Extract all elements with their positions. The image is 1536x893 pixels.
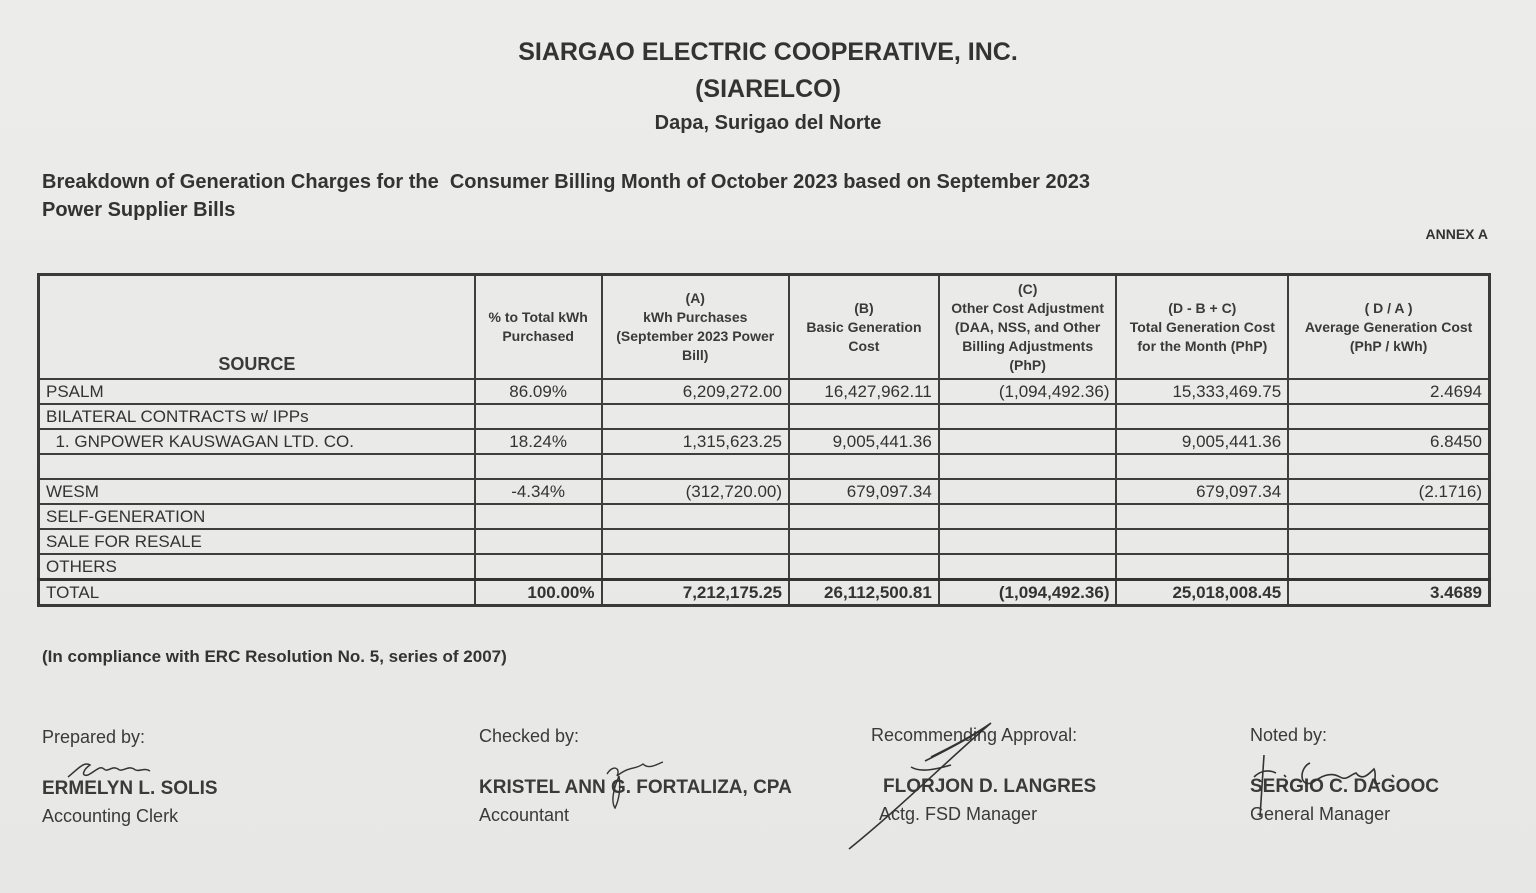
cell-kwh: [602, 504, 790, 529]
org-abbrev: (SIARELCO): [695, 75, 841, 103]
cell-pct: [475, 529, 602, 554]
cell-kwh: [602, 554, 790, 580]
col-header-other: (C) Other Cost Adjustment (DAA, NSS, and Other Billing Adjustments (PhP): [939, 275, 1117, 380]
cell-source: [39, 454, 475, 479]
cell-pct: 100.00%: [475, 580, 602, 606]
signature-icon: [1250, 747, 1420, 827]
cell-other: [939, 554, 1117, 580]
col-header-basic: (B) Basic Generation Cost: [789, 275, 939, 380]
cell-pct: [475, 454, 602, 479]
cell-pct: -4.34%: [475, 479, 602, 504]
cell-kwh: 1,315,623.25: [602, 429, 790, 454]
cell-kwh: [602, 454, 790, 479]
cell-basic: 26,112,500.81: [789, 580, 939, 606]
signatory-name: SERGIO C. DAGOOC: [1250, 776, 1439, 797]
table-row: [39, 479, 1490, 504]
cell-other: [939, 404, 1117, 429]
col-header-kwh: (A) kWh Purchases (September 2023 Power Bill): [602, 275, 790, 380]
signatory-name: FLORJON D. LANGRES: [883, 776, 1097, 797]
annex-label: ANNEX A: [1425, 226, 1488, 242]
cell-other: (1,094,492.36): [939, 580, 1117, 606]
table-row: [39, 379, 1490, 404]
cell-total: 15,333,469.75: [1116, 379, 1288, 404]
cell-avg: [1288, 454, 1489, 479]
signatory-name: ERMELYN L. SOLIS: [42, 778, 218, 799]
table-header-row: [39, 275, 1490, 380]
cell-kwh: [602, 404, 790, 429]
signatory-role: Checked by:: [479, 726, 580, 746]
cell-total: 679,097.34: [1116, 479, 1288, 504]
signatory-prepared-by: [42, 727, 218, 827]
cell-kwh: (312,720.00): [602, 479, 790, 504]
cell-other: [939, 454, 1117, 479]
cell-pct: 86.09%: [475, 379, 602, 404]
table-total-row: [39, 580, 1490, 606]
cell-total: 25,018,008.45: [1116, 580, 1288, 606]
cell-basic: [789, 504, 939, 529]
cell-avg: (2.1716): [1288, 479, 1489, 504]
signatory-position: Accounting Clerk: [42, 806, 179, 826]
subtitle-line-1: Breakdown of Generation Charges for the Consumer Billing Month of October 2023 based on September 2023: [42, 171, 1090, 193]
cell-basic: [789, 529, 939, 554]
cell-total: [1116, 454, 1288, 479]
cell-source: TOTAL: [39, 580, 475, 606]
signatory-role: Prepared by:: [42, 727, 146, 747]
cell-kwh: [602, 529, 790, 554]
cell-avg: [1288, 529, 1489, 554]
org-location: Dapa, Surigao del Norte: [654, 112, 882, 134]
subtitle-line-2: Power Supplier Bills: [42, 199, 236, 221]
signatory-name: KRISTEL ANN G. FORTALIZA, CPA: [479, 777, 792, 798]
table-row: [39, 554, 1490, 580]
cell-avg: [1288, 404, 1489, 429]
cell-total: 9,005,441.36: [1116, 429, 1288, 454]
cell-other: [939, 504, 1117, 529]
cell-basic: 679,097.34: [789, 479, 939, 504]
col-header-pct: % to Total kWh Purchased: [475, 275, 602, 380]
table-row: [39, 404, 1490, 429]
generation-charges-table: [37, 273, 1491, 607]
cell-pct: [475, 504, 602, 529]
table-row: [39, 429, 1490, 454]
table-row: [39, 529, 1490, 554]
col-header-total: (D - B + C) Total Generation Cost for the Month (PhP): [1116, 275, 1288, 380]
document-subtitle: [42, 168, 1090, 224]
org-name: SIARGAO ELECTRIC COOPERATIVE, INC.: [518, 38, 1018, 66]
cell-other: [939, 479, 1117, 504]
cell-source: WESM: [39, 479, 475, 504]
cell-source: SALE FOR RESALE: [39, 529, 475, 554]
cell-source: BILATERAL CONTRACTS w/ IPPs: [39, 404, 475, 429]
cell-source: OTHERS: [39, 554, 475, 580]
signatory-recommending-approval: [871, 725, 1096, 825]
cell-other: (1,094,492.36): [939, 379, 1117, 404]
cell-basic: 16,427,962.11: [789, 379, 939, 404]
cell-basic: [789, 554, 939, 580]
col-header-avg: ( D / A ) Average Generation Cost (PhP / kWh): [1288, 275, 1489, 380]
cell-pct: [475, 404, 602, 429]
cell-total: [1116, 404, 1288, 429]
signature-icon: [841, 717, 1031, 857]
cell-pct: [475, 554, 602, 580]
signature-icon: [599, 756, 679, 816]
table-row: [39, 504, 1490, 529]
cell-total: [1116, 529, 1288, 554]
cell-other: [939, 529, 1117, 554]
cell-basic: [789, 404, 939, 429]
signatory-position: Accountant: [479, 805, 570, 825]
cell-total: [1116, 554, 1288, 580]
cell-basic: [789, 454, 939, 479]
cell-source: PSALM: [39, 379, 475, 404]
cell-avg: 3.4689: [1288, 580, 1489, 606]
signatory-position: Actg. FSD Manager: [879, 804, 1038, 824]
cell-avg: [1288, 504, 1489, 529]
signatory-position: General Manager: [1250, 804, 1391, 824]
signatory-role: Recommending Approval:: [871, 725, 1078, 745]
signature-icon: [64, 755, 174, 785]
cell-kwh: 6,209,272.00: [602, 379, 790, 404]
compliance-note: (In compliance with ERC Resolution No. 5, series of 2007): [42, 647, 507, 666]
cell-pct: 18.24%: [475, 429, 602, 454]
cell-other: [939, 429, 1117, 454]
cell-avg: 6.8450: [1288, 429, 1489, 454]
cell-source: 1. GNPOWER KAUSWAGAN LTD. CO.: [39, 429, 475, 454]
signatory-checked-by: [479, 726, 792, 826]
cell-source: SELF-GENERATION: [39, 504, 475, 529]
cell-avg: 2.4694: [1288, 379, 1489, 404]
cell-avg: [1288, 554, 1489, 580]
cell-total: [1116, 504, 1288, 529]
cell-kwh: 7,212,175.25: [602, 580, 790, 606]
signatory-role: Noted by:: [1250, 725, 1328, 745]
cell-basic: 9,005,441.36: [789, 429, 939, 454]
col-header-source: SOURCE: [39, 275, 475, 380]
table-row: [39, 454, 1490, 479]
signatory-noted-by: [1250, 725, 1439, 825]
